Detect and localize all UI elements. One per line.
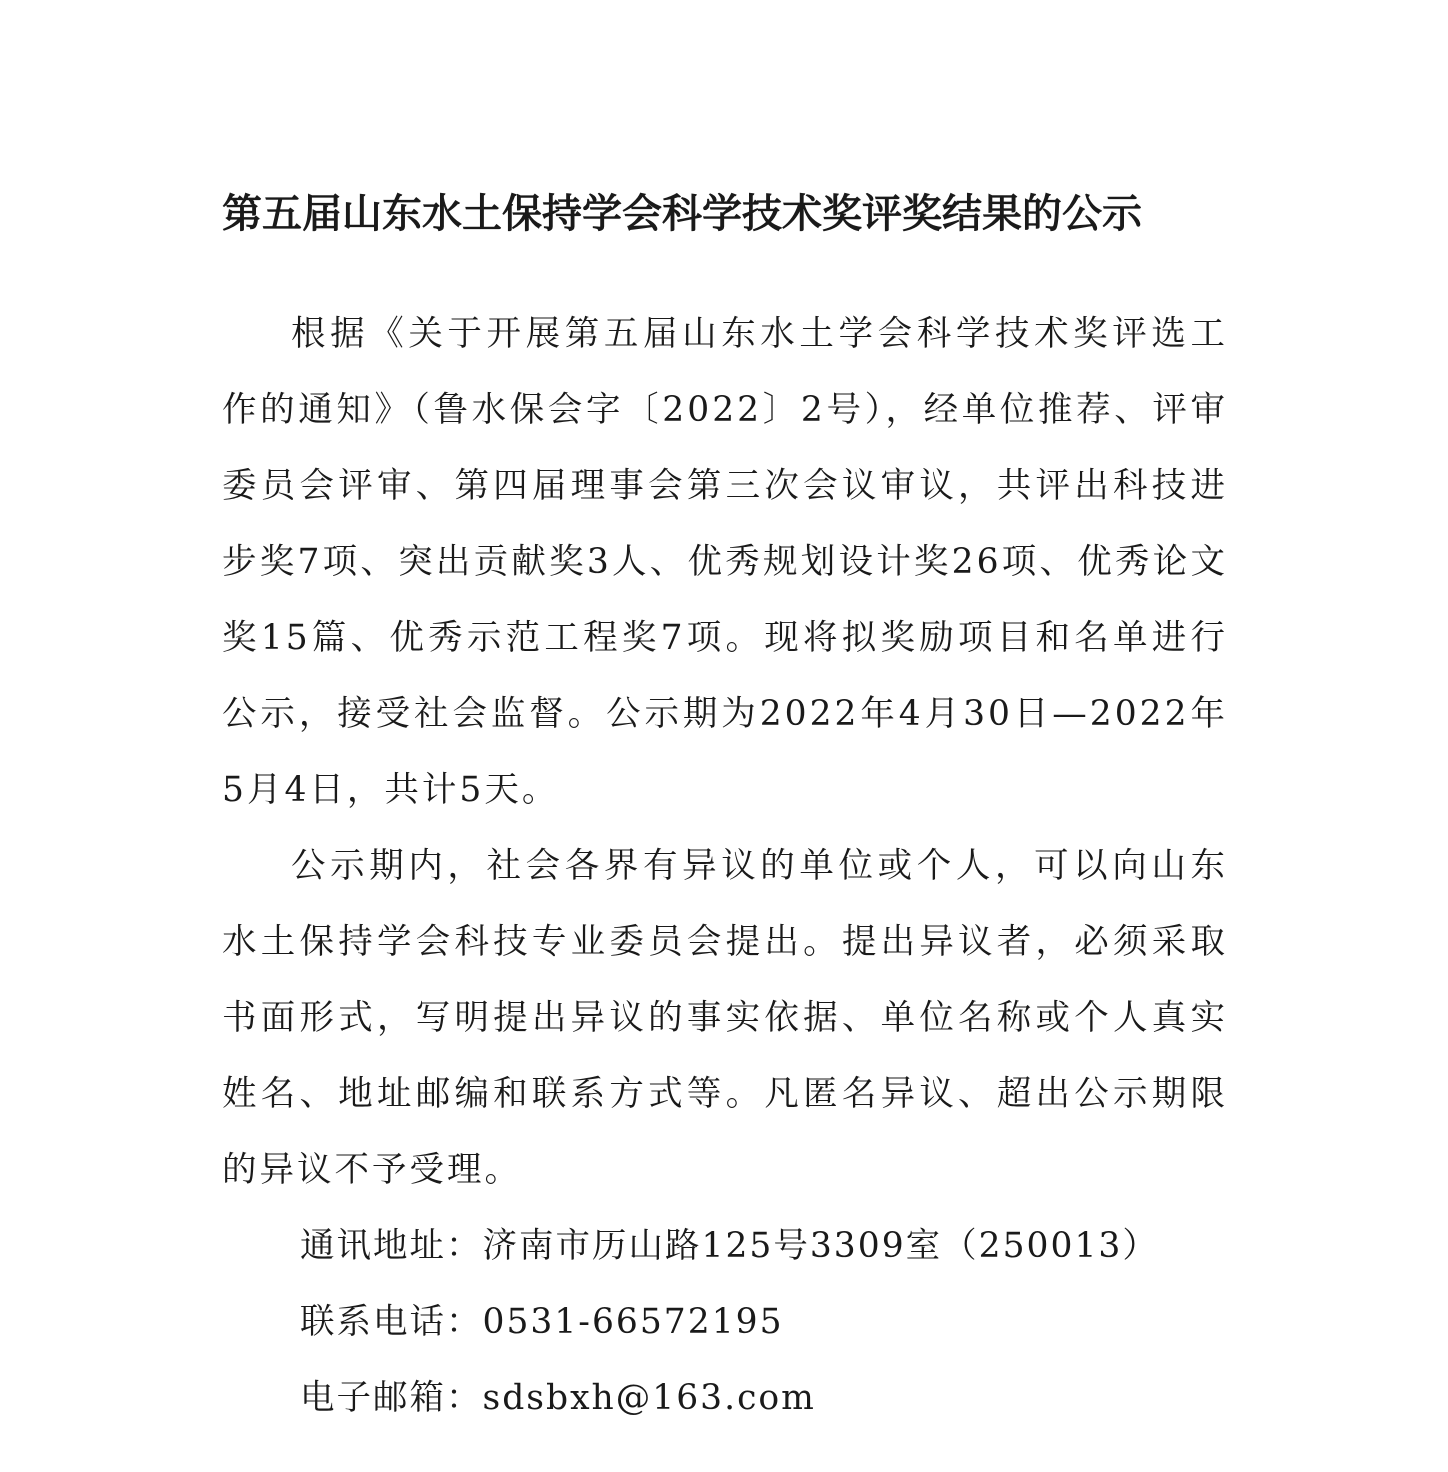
phone-value: 0531-66572195: [482, 1302, 784, 1342]
email-label: 电子邮箱：: [300, 1378, 483, 1418]
paragraph-announcement: 根据《关于开展第五届山东水土学会科学技术奖评选工作的通知》（鲁水保会字〔2022〕2号），经单位推荐、评审委员会评审、第四届理事会第三次会议审议，共评出科技进步奖7项、突出贡献奖3人、优秀规划设计奖26项、优秀论文奖15篇、优秀示范工程奖7项。现将拟奖励项目和名单进行公示，接受社会监督。公示期为2022年4月30日—2022年5月4日，共计5天。: [222, 314, 1228, 810]
document-title: 第五届山东水土保持学会科学技术奖评奖结果的公示: [222, 190, 1142, 237]
contact-address: [222, 1208, 1228, 1284]
contact-email: [222, 1360, 1228, 1436]
address-value: 济南市历山路125号3309室（250013）: [482, 1226, 1159, 1266]
paragraph-objection: 公示期内，社会各界有异议的单位或个人，可以向山东水土保持学会科技专业委员会提出。提出异议者，必须采取书面形式，写明提出异议的事实依据、单位名称或个人真实姓名、地址邮编和联系方式等。凡匿名异议、超出公示期限的异议不予受理。: [222, 846, 1228, 1190]
email-value: sdsbxh@163.com: [482, 1378, 816, 1418]
address-label: 通讯地址：: [300, 1226, 483, 1266]
phone-label: 联系电话：: [300, 1302, 483, 1342]
contact-phone: [222, 1284, 1228, 1360]
document-body: [222, 296, 1228, 1436]
